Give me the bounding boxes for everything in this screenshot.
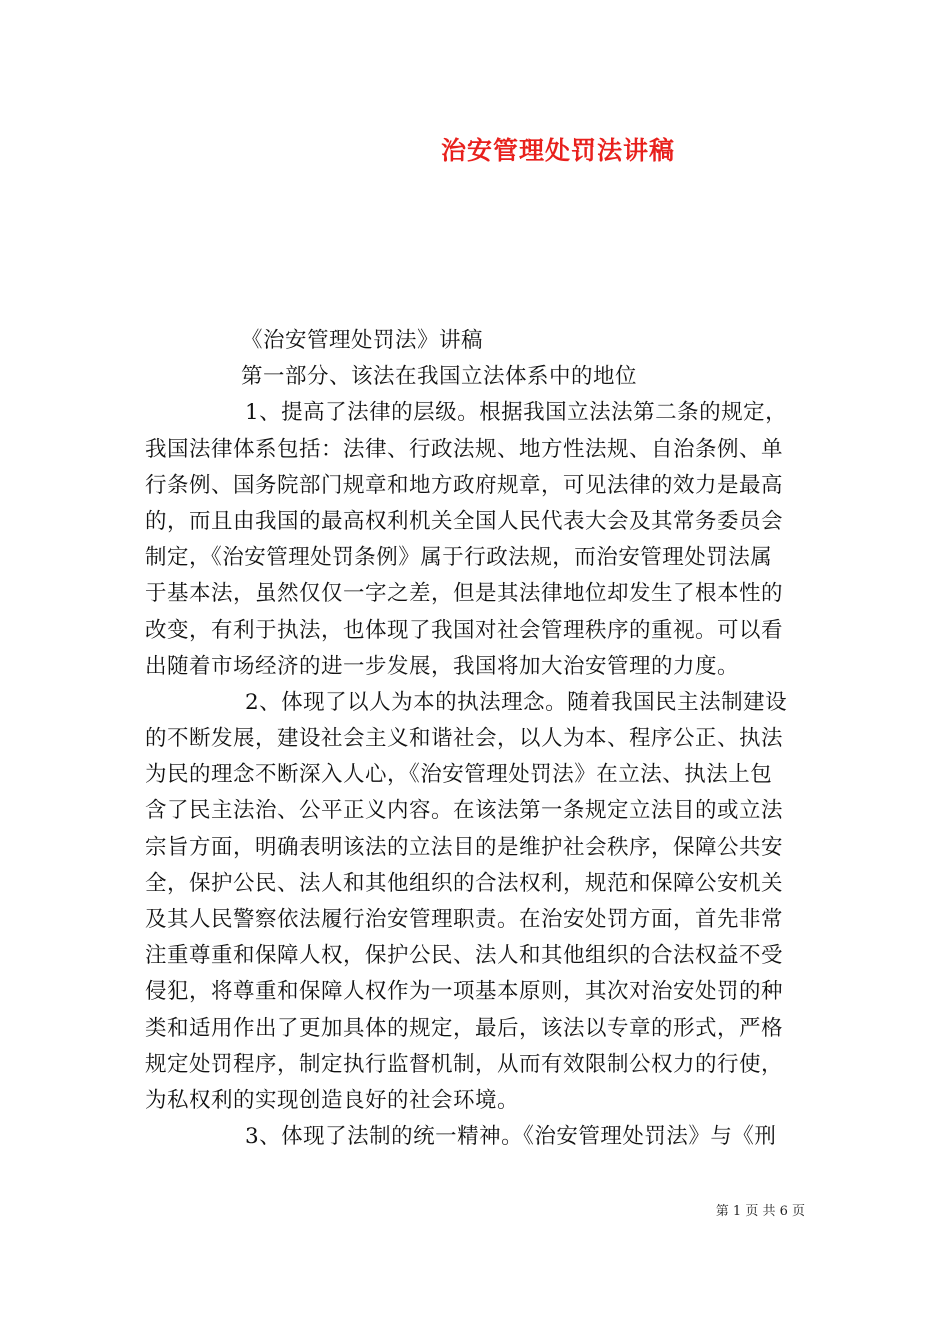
paragraph-line: 3、体现了法制的统一精神。《治安管理处罚法》与《刑 xyxy=(245,1124,777,1150)
paragraph-line: 侵犯，将尊重和保障人权作为一项基本原则，其次对治安处罚的种 xyxy=(145,979,784,1005)
paragraph-line: 为民的理念不断深入人心，《治安管理处罚法》在立法、执法上包 xyxy=(145,762,773,788)
paragraph-line: 改变，有利于执法，也体现了我国对社会管理秩序的重视。可以看 xyxy=(145,617,784,643)
paragraph-line: 注重尊重和保障人权，保护公民、法人和其他组织的合法权益不受 xyxy=(145,943,784,969)
paragraph-line: 的不断发展，建设社会主义和谐社会，以人为本、程序公正、执法 xyxy=(145,726,784,752)
paragraph-line: 及其人民警察依法履行治安管理职责。在治安处罚方面，首先非常 xyxy=(145,907,784,932)
paragraph-line: 于基本法，虽然仅仅一字之差，但是其法律地位却发生了根本性的 xyxy=(145,581,784,607)
document-title: 治安管理处罚法讲稿 xyxy=(440,136,675,165)
paragraph-line: 宗旨方面，明确表明该法的立法目的是维护社会秩序，保障公共安 xyxy=(145,834,784,860)
document-body xyxy=(145,323,807,1155)
paragraph-line: 全，保护公民、法人和其他组织的合法权利，规范和保障公安机关 xyxy=(145,870,784,896)
paragraph-line: 的，而且由我国的最高权利机关全国人民代表大会及其常务委员会 xyxy=(145,508,784,534)
paragraph-line: 含了民主法治、公平正义内容。在该法第一条规定立法目的或立法 xyxy=(145,798,784,824)
paragraph-line: 1、提高了法律的层级。根据我国立法法第二条的规定， xyxy=(245,400,788,426)
paragraph-line: 类和适用作出了更加具体的规定，最后，该法以专章的形式，严格 xyxy=(145,1015,784,1041)
paragraph-line: 制定，《治安管理处罚条例》属于行政法规，而治安管理处罚法属 xyxy=(145,545,773,571)
lecture-heading: 《治安管理处罚法》讲稿 xyxy=(241,328,484,353)
paragraph-line: 出随着市场经济的进一步发展，我国将加大治安管理的力度。 xyxy=(145,653,740,679)
paragraph-line: 规定处罚程序，制定执行监督机制，从而有效限制公权力的行使， xyxy=(145,1051,784,1077)
paragraph-line: 2、体现了以人为本的执法理念。随着我国民主法制建设 xyxy=(245,689,788,715)
page-number: 第 1 页 共 6 页 xyxy=(715,1204,805,1219)
paragraph-line: 我国法律体系包括：法律、行政法规、地方性法规、自治条例、单 xyxy=(145,436,784,462)
paragraph-line: 行条例、国务院部门规章和地方政府规章，可见法律的效力是最高 xyxy=(145,472,784,498)
section-heading: 第一部分、该法在我国立法体系中的地位 xyxy=(241,364,638,390)
paragraph-line: 为私权利的实现创造良好的社会环境。 xyxy=(145,1087,520,1113)
